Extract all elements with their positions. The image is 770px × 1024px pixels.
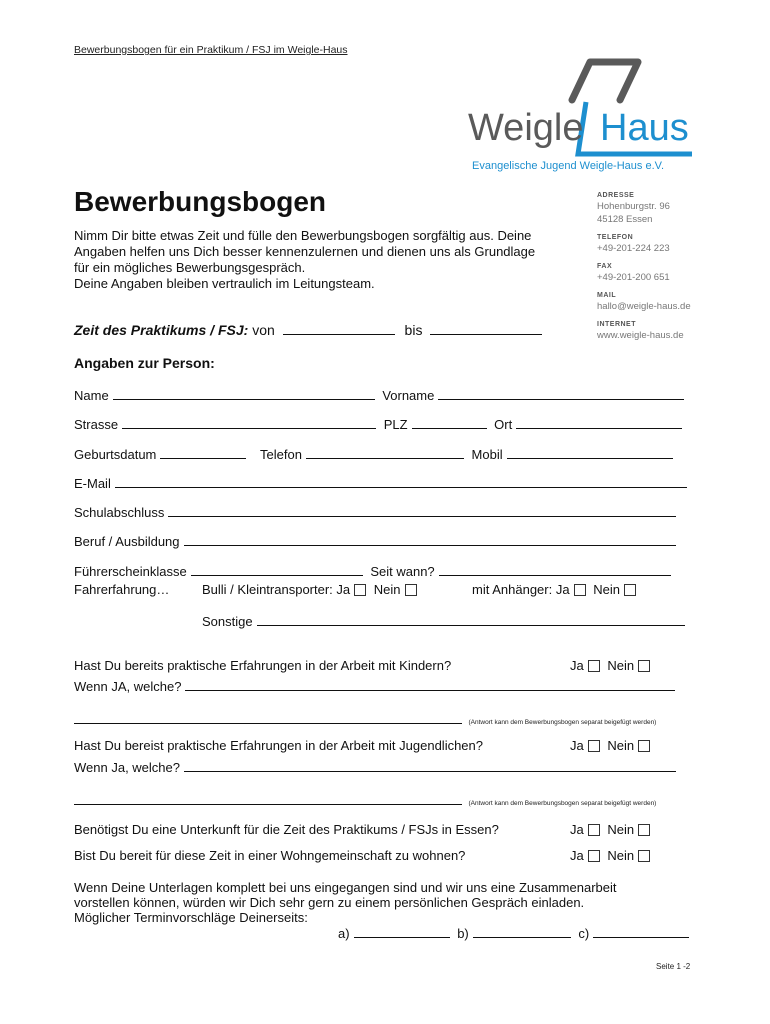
label-kinder-welche: Wenn JA, welche? bbox=[74, 679, 182, 694]
weigle-haus-logo bbox=[460, 56, 700, 160]
label-beruf: Beruf / Ausbildung bbox=[74, 534, 180, 549]
row-fuehrerschein bbox=[74, 564, 675, 579]
contact-fax: +49-201-200 651 bbox=[597, 272, 670, 283]
contact-label: ADRESSE bbox=[597, 192, 635, 199]
label-email: E-Mail bbox=[74, 476, 111, 491]
label-ort: Ort bbox=[494, 417, 513, 432]
label-jugend-welche: Wenn Ja, welche? bbox=[74, 760, 180, 775]
label-b: b) bbox=[457, 926, 469, 941]
kinder-welche-field[interactable] bbox=[185, 679, 675, 691]
label-plz: PLZ bbox=[383, 417, 408, 432]
row-address bbox=[74, 417, 686, 432]
label-nein: Nein bbox=[607, 738, 635, 753]
document-header: Bewerbungsbogen für ein Praktikum / FSJ im Weigle-Haus bbox=[74, 44, 348, 56]
logo-word-haus: Haus bbox=[600, 107, 689, 149]
contact-mail: hallo@weigle-haus.de bbox=[597, 301, 691, 312]
jugend-welche-field[interactable] bbox=[184, 760, 676, 772]
note-separate: (Antwort kann dem Bewerbungsbogen separat beigefügt werden) bbox=[468, 800, 657, 807]
label-c: c) bbox=[578, 926, 590, 941]
intro-line: für ein mögliches Bewerbungsgespräch. bbox=[74, 260, 306, 275]
label-fuehrerschein: Führerscheinklasse bbox=[74, 564, 187, 579]
label-schulabschluss: Schulabschluss bbox=[74, 505, 165, 520]
vorname-field[interactable] bbox=[438, 388, 684, 400]
appointment-c-field[interactable] bbox=[593, 926, 689, 938]
logo-tagline: Evangelische Jugend Weigle-Haus e.V. bbox=[472, 160, 665, 172]
kinder-nein-checkbox[interactable] bbox=[638, 660, 650, 672]
row-bulli bbox=[202, 582, 421, 597]
contact-address: 45128 Essen bbox=[597, 214, 653, 225]
sonstige-field[interactable] bbox=[257, 614, 685, 626]
closing-line: Möglicher Terminvorschläge Deinerseits: bbox=[74, 910, 308, 925]
label-a: a) bbox=[338, 926, 350, 941]
label-ja: Ja bbox=[555, 582, 570, 597]
label-ja: Ja bbox=[570, 658, 584, 673]
contact-label: FAX bbox=[597, 263, 613, 270]
contact-internet: www.weigle-haus.de bbox=[597, 330, 684, 341]
intro-line: Deine Angaben bleiben vertraulich im Leitungsteam. bbox=[74, 276, 375, 291]
appointment-a-field[interactable] bbox=[354, 926, 450, 938]
jugend-nein-checkbox[interactable] bbox=[638, 740, 650, 752]
section-heading-person: Angaben zur Person: bbox=[74, 355, 215, 371]
label-nein: Nein bbox=[607, 822, 635, 837]
row-kinder-extra bbox=[74, 711, 656, 729]
label-nein: Nein bbox=[593, 582, 620, 597]
kinder-extra-field[interactable] bbox=[74, 712, 462, 724]
label-ja: Ja bbox=[570, 738, 584, 753]
label-mobil: Mobil bbox=[471, 447, 503, 462]
name-field[interactable] bbox=[113, 388, 375, 400]
closing-line: vorstellen können, würden wir Dich sehr gern zu einem persönlichen Gespräch einladen. bbox=[74, 895, 585, 910]
row-contact-fields bbox=[74, 447, 677, 462]
period-von: von bbox=[252, 322, 275, 338]
unterkunft-ja-checkbox[interactable] bbox=[588, 824, 600, 836]
period-from-field[interactable] bbox=[283, 323, 395, 335]
contact-label: TELEFON bbox=[597, 234, 634, 241]
label-vorname: Vorname bbox=[382, 388, 435, 403]
contact-block bbox=[597, 188, 767, 341]
telefon-field[interactable] bbox=[306, 447, 464, 459]
contact-address: Hohenburgstr. 96 bbox=[597, 201, 670, 212]
label-nein: Nein bbox=[607, 848, 635, 863]
label-ja: Ja bbox=[570, 822, 584, 837]
row-email bbox=[74, 476, 691, 491]
logo-word-weigle: Weigle bbox=[468, 107, 584, 149]
anhaenger-nein-checkbox[interactable] bbox=[624, 584, 636, 596]
schulabschluss-field[interactable] bbox=[168, 505, 676, 517]
question-wg: Bist Du bereit für diese Zeit in einer Wohngemeinschaft zu wohnen? bbox=[74, 848, 466, 863]
row-name bbox=[74, 388, 688, 403]
period-row bbox=[74, 322, 546, 338]
label-anhaenger: mit Anhänger: bbox=[472, 582, 553, 597]
label-strasse: Strasse bbox=[74, 417, 119, 432]
page-number: Seite 1 -2 bbox=[656, 962, 691, 971]
bulli-nein-checkbox[interactable] bbox=[405, 584, 417, 596]
wg-answer bbox=[570, 848, 654, 863]
geburtsdatum-field[interactable] bbox=[160, 447, 246, 459]
mobil-field[interactable] bbox=[507, 447, 673, 459]
label-bulli: Bulli / Kleintransporter: bbox=[202, 582, 333, 597]
bulli-ja-checkbox[interactable] bbox=[354, 584, 366, 596]
row-schulabschluss bbox=[74, 505, 680, 520]
period-to-field[interactable] bbox=[430, 323, 542, 335]
jugend-answer bbox=[570, 738, 654, 753]
row-kinder-welche bbox=[74, 679, 679, 694]
label-name: Name bbox=[74, 388, 109, 403]
seit-wann-field[interactable] bbox=[439, 564, 671, 576]
row-jugend-welche bbox=[74, 760, 680, 775]
intro-text bbox=[74, 228, 584, 292]
label-geburtsdatum: Geburtsdatum bbox=[74, 447, 157, 462]
strasse-field[interactable] bbox=[122, 417, 376, 429]
contact-label: INTERNET bbox=[597, 321, 636, 328]
kinder-answer bbox=[570, 658, 654, 673]
email-field[interactable] bbox=[115, 476, 687, 488]
row-anhaenger bbox=[472, 582, 640, 597]
unterkunft-nein-checkbox[interactable] bbox=[638, 824, 650, 836]
wg-nein-checkbox[interactable] bbox=[638, 850, 650, 862]
closing-text bbox=[74, 880, 616, 925]
label-ja: Ja bbox=[570, 848, 584, 863]
page-title: Bewerbungsbogen bbox=[74, 186, 327, 217]
closing-line: Wenn Deine Unterlagen komplett bei uns eingegangen sind und wir uns eine Zusammenarbeit bbox=[74, 880, 617, 895]
row-beruf bbox=[74, 534, 680, 549]
note-separate: (Antwort kann dem Bewerbungsbogen separat beigefügt werden) bbox=[468, 719, 657, 726]
question-unterkunft: Benötigst Du eine Unterkunft für die Zeit des Praktikums / FSJs in Essen? bbox=[74, 822, 499, 837]
fuehrerschein-field[interactable] bbox=[191, 564, 363, 576]
period-bis: bis bbox=[404, 322, 423, 338]
label-seit-wann: Seit wann? bbox=[370, 564, 435, 579]
label-nein: Nein bbox=[373, 582, 401, 597]
label-ja: Ja bbox=[336, 582, 351, 597]
jugend-ja-checkbox[interactable] bbox=[588, 740, 600, 752]
contact-phone: +49-201-224 223 bbox=[597, 243, 670, 254]
ort-field[interactable] bbox=[516, 417, 682, 429]
appointment-suggestions bbox=[338, 926, 693, 941]
question-kinder: Hast Du bereits praktische Erfahrungen in der Arbeit mit Kindern? bbox=[74, 658, 452, 673]
question-jugend: Hast Du bereist praktische Erfahrungen in der Arbeit mit Jugendlichen? bbox=[74, 738, 483, 753]
beruf-field[interactable] bbox=[184, 534, 676, 546]
row-sonstige bbox=[202, 614, 689, 629]
plz-field[interactable] bbox=[412, 417, 487, 429]
label-telefon: Telefon bbox=[260, 447, 302, 462]
intro-line: Angaben helfen uns Dich besser kennenzulernen und dienen uns als Grundlage bbox=[74, 244, 536, 259]
anhaenger-ja-checkbox[interactable] bbox=[574, 584, 586, 596]
jugend-extra-field[interactable] bbox=[74, 793, 462, 805]
label-fahrerfahrung: Fahrerfahrung… bbox=[74, 582, 170, 597]
row-jugend-extra bbox=[74, 792, 656, 810]
contact-label: MAIL bbox=[597, 292, 617, 299]
appointment-b-field[interactable] bbox=[473, 926, 571, 938]
intro-line: Nimm Dir bitte etwas Zeit und fülle den Bewerbungsbogen sorgfältig aus. Deine bbox=[74, 228, 532, 243]
wg-ja-checkbox[interactable] bbox=[588, 850, 600, 862]
label-sonstige: Sonstige bbox=[202, 614, 253, 629]
label-nein: Nein bbox=[607, 658, 635, 673]
period-label: Zeit des Praktikums / FSJ: bbox=[74, 322, 249, 338]
kinder-ja-checkbox[interactable] bbox=[588, 660, 600, 672]
unterkunft-answer bbox=[570, 822, 654, 837]
row-fahrerfahrung bbox=[74, 582, 169, 597]
